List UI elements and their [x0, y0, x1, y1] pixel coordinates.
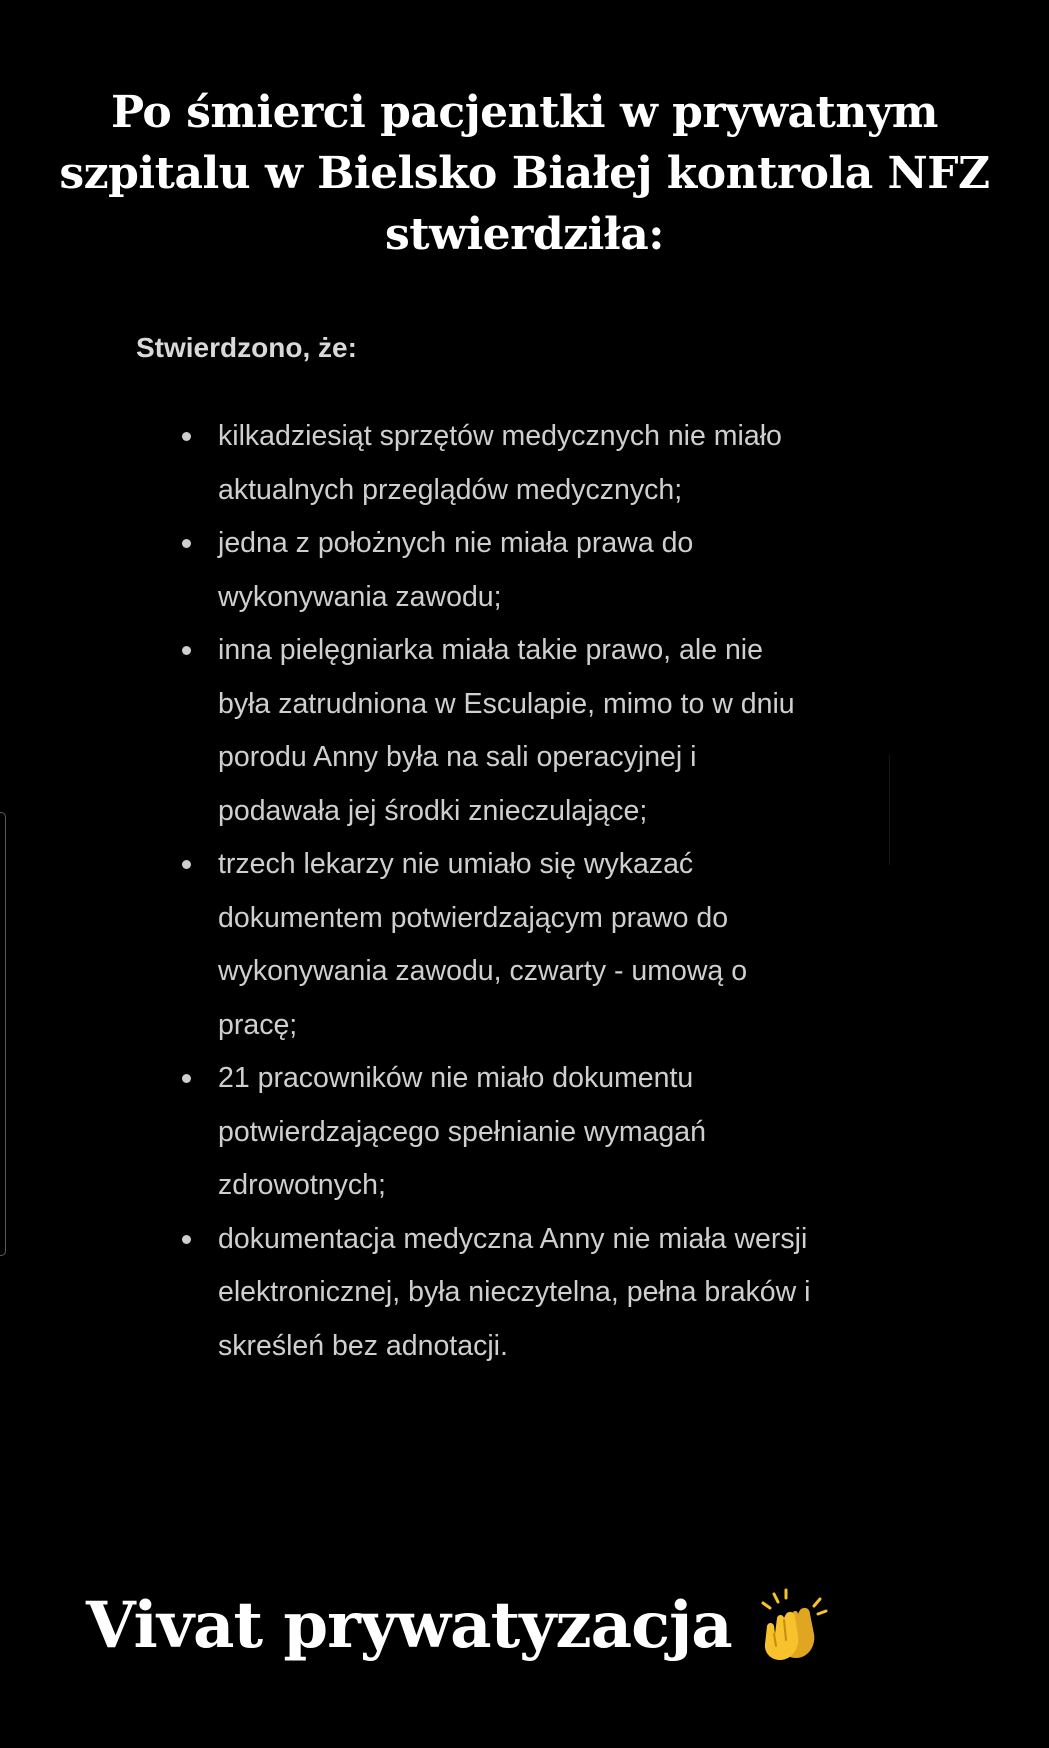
divider-line [889, 755, 890, 865]
finding-text: jedna z położnych nie miała prawa do wykonywania zawodu; [218, 527, 694, 613]
clapping-hands-icon [756, 1588, 832, 1664]
finding-text: trzech lekarzy nie umiało się wykazać dokumentem potwierdzającym prawo do wykonywania zawodu, czwarty - umową o pracę; [218, 848, 748, 1041]
finding-item [136, 624, 856, 838]
bullet-icon [182, 1235, 191, 1244]
bullet-icon [182, 860, 191, 869]
finding-item [136, 838, 856, 1052]
finding-item [136, 517, 856, 624]
bullet-icon [182, 432, 191, 441]
findings-heading: Stwierdzono, że: [136, 332, 357, 363]
finding-text: inna pielęgniarka miała takie prawo, ale nie była zatrudniona w Esculapie, mimo to w dniu porodu Anny była na sali operacyjnej i podawała jej środki znieczulające; [218, 634, 795, 827]
footer-caption [86, 1584, 832, 1668]
finding-item [136, 1052, 856, 1213]
finding-item [136, 410, 856, 517]
finding-item [136, 1213, 856, 1374]
bullet-icon [182, 539, 191, 548]
side-scroll-handle[interactable] [0, 812, 6, 1256]
finding-text: kilkadziesiąt sprzętów medycznych nie miało aktualnych przeglądów medycznych; [218, 420, 782, 506]
footer-text: Vivat prywatyzacja [86, 1588, 732, 1663]
bullet-icon [182, 646, 191, 655]
finding-text: dokumentacja medyczna Anny nie miała wersji elektronicznej, była nieczytelna, pełna braków i skreśleń bez adnotacji. [218, 1222, 811, 1362]
findings-list [136, 410, 856, 1373]
findings-panel [136, 320, 856, 1373]
headline: Po śmierci pacjentki w prywatnym szpitalu w Bielsko Białej kontrola NFZ stwierdziła: [59, 87, 990, 260]
finding-text: 21 pracowników nie miało dokumentu potwierdzającego spełnianie wymagań zdrowotnych; [218, 1062, 706, 1201]
bullet-icon [182, 1074, 191, 1083]
